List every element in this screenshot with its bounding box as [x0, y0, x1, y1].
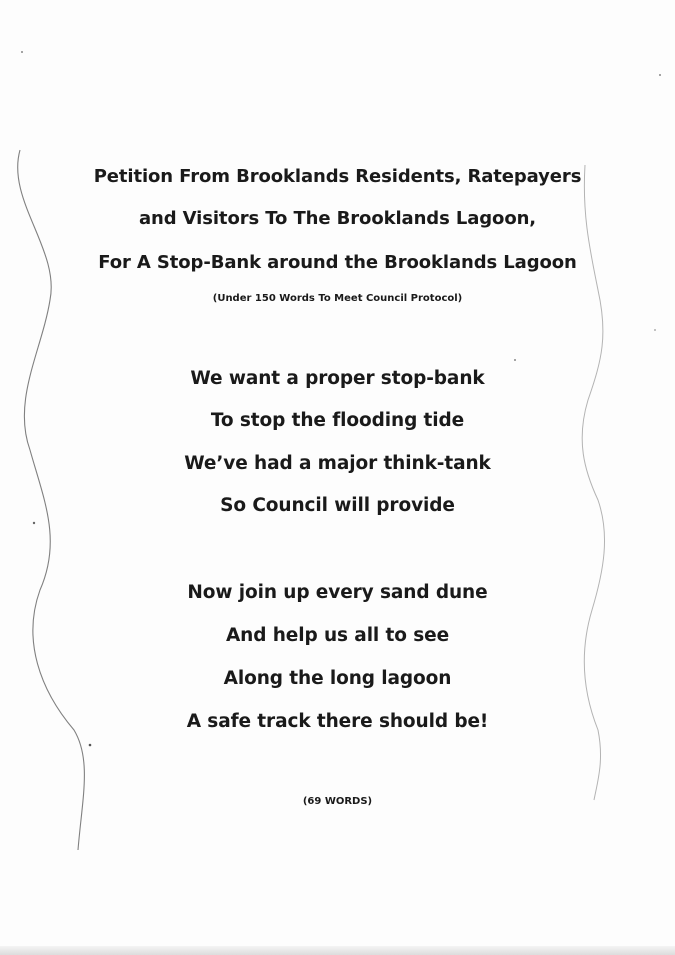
- poem-stanza-1-line-3: We’ve had a major think-tank: [184, 453, 491, 474]
- petition-title-line-1: Petition From Brooklands Residents, Ratepayers: [93, 166, 582, 187]
- poem-stanza-2-line-3: Along the long lagoon: [223, 668, 452, 689]
- poem-stanza-2-line-4: A safe track there should be!: [186, 711, 489, 732]
- poem-stanza-2-line-1: Now join up every sand dune: [187, 582, 488, 603]
- speck: [654, 329, 656, 331]
- protocol-note: (Under 150 Words To Meet Council Protocol): [212, 293, 463, 304]
- speck: [514, 359, 516, 361]
- poem-stanza-1-line-4: So Council will provide: [220, 495, 455, 516]
- poem-stanza-1-line-2: To stop the flooding tide: [210, 410, 465, 431]
- speck: [21, 51, 23, 53]
- scan-bottom-edge: [0, 946, 675, 955]
- speck: [33, 522, 35, 524]
- speck: [89, 744, 92, 747]
- word-count: (69 WORDS): [302, 796, 373, 807]
- petition-title-line-2: and Visitors To The Brooklands Lagoon,: [138, 208, 537, 229]
- poem-stanza-1-line-1: We want a proper stop-bank: [190, 368, 485, 389]
- petition-title-line-3: For A Stop-Bank around the Brooklands Lagoon: [98, 252, 577, 273]
- speck: [659, 74, 661, 76]
- poem-stanza-2-line-2: And help us all to see: [225, 625, 450, 646]
